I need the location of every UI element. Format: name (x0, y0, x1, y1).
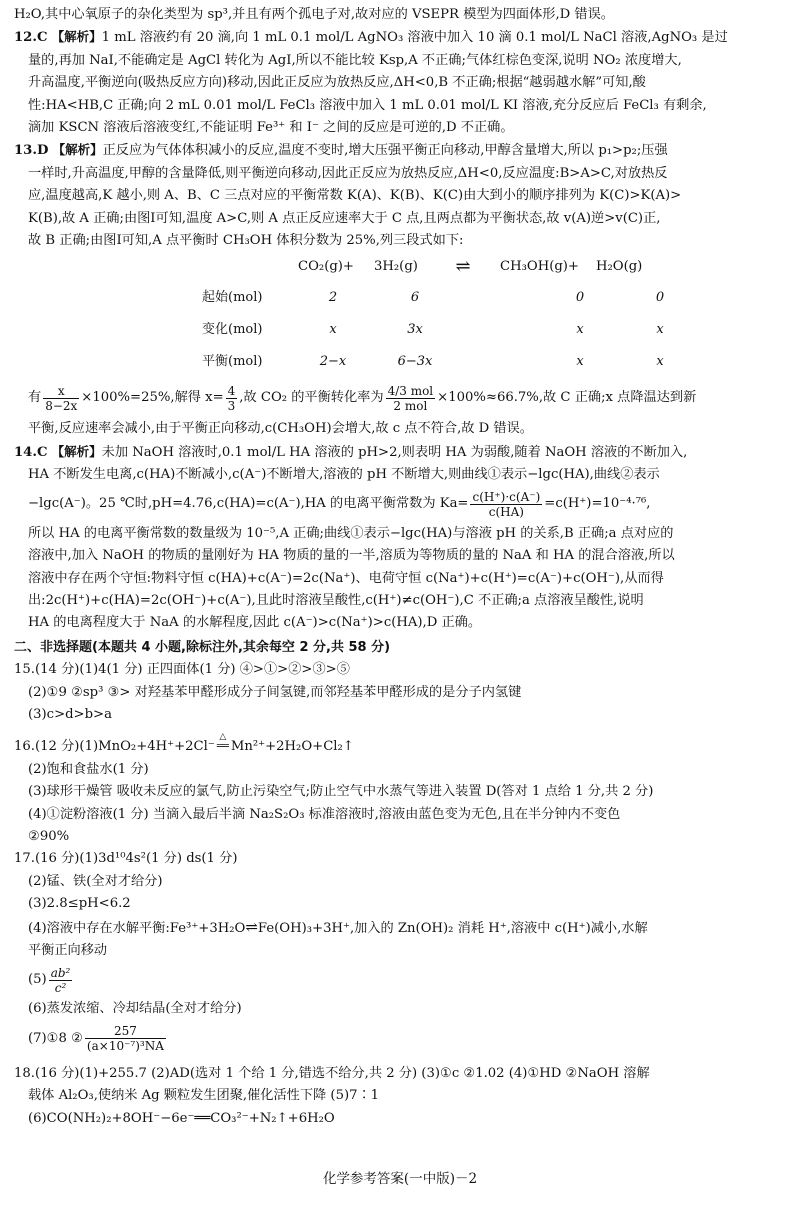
q16-line-1 (14, 732, 774, 758)
q17-line-1: 17.(16 分)(1)3d¹⁰4s²(1 分) ds(1 分) (14, 851, 238, 867)
section-2-heading: 二、非选择题(本题共 4 小题,除标注外,其余每空 2 分,共 58 分) (14, 639, 391, 655)
q17-line-5 (14, 962, 774, 998)
ice-cell (458, 282, 536, 314)
q15-line-3: (3)c>d>b>a (28, 706, 112, 722)
q12-tag: 【解析】 (51, 29, 102, 45)
q12-line-3: 升高温度,平衡逆向(吸热反应方向)移动,因此正反应为放热反应,ΔH<0,B 不正确;根据“越弱越水解”可知,酸 (28, 75, 646, 91)
q13-conclusion-1: ,解得 x= (170, 390, 224, 406)
ice-cell: 3x (407, 322, 423, 338)
q16-text-1a: 16.(12 分)(1)MnO₂+4H⁺+2Cl⁻ (14, 739, 215, 755)
fraction-x-over-8-2x: $\frac{x}{8-2x}$ (45, 383, 78, 413)
q12-line-5: 滴加 KSCN 溶液后溶液变红,不能证明 Fe³⁺ 和 I⁻ 之间的反应是可逆的,D 不正确。 (28, 120, 514, 136)
q14-tag: 【解析】 (51, 443, 102, 459)
ice-cell: 变化(mol) (202, 322, 263, 338)
fraction-ka: $\frac{c(H^+)\cdot c(A^-)}{c(HA)}$ (472, 490, 541, 520)
q14-line-2: HA 不断发生电离,c(HA)不断减小,c(A⁻)不断增大,溶液的 pH 不断增大,则曲线①表示−lgc(HA),曲线②表示 (28, 467, 660, 483)
ice-cell: x (656, 354, 664, 370)
eq-product-1: CH₃OH(g)+ (500, 259, 579, 275)
eq-product-2: H₂O(g) (596, 259, 643, 275)
q13-line-3: 应,温度越高,K 越小,则 A、B、C 三点对应的平衡常数 K(A)、K(B)、K(C)由大到小的顺序排列为 K(C)>K(A)> (28, 188, 682, 204)
q16-line-3: (3)球形干燥管 吸收未反应的氯气,防止污染空气;防止空气中水蒸气等进入装置 D(答对 1 点给 1 分,共 2 分) (28, 784, 654, 800)
text-you: 有 (28, 390, 42, 406)
ice-cell: 2−x (319, 354, 347, 370)
q13-line-6: 平衡,反应速率会减小,由于平衡正向移动,c(CH₃OH)会增大,故 c 点不符合,故 D 错误。 (28, 421, 533, 437)
ice-cell: 平衡(mol) (202, 354, 263, 370)
q13-conclusion-line (14, 378, 774, 418)
q14-text-3b: =c(H⁺)=10⁻⁴·⁷⁶, (544, 496, 651, 512)
line-0: H₂O,其中心氧原子的杂化类型为 sp³,并且有两个孤电子对,故对应的 VSEPR 模型为四面体形,D 错误。 (14, 7, 614, 22)
q16-line-5: ②90% (28, 828, 70, 844)
fraction-4-over-3: $\frac{4}{3}$ (227, 383, 236, 413)
q16-line-2: (2)饱和食盐水(1 分) (28, 761, 149, 777)
ice-row (202, 346, 696, 378)
q13-line-5: 故 B 正确;由图Ⅰ可知,A 点平衡时 CH₃OH 体积分数为 25%,列三段式如下: (28, 233, 464, 249)
q14-line-3 (14, 487, 774, 523)
q16-text-1b: Mn²⁺+2H₂O+Cl₂↑ (230, 739, 354, 755)
q13-line-4: K(B),故 A 正确;由图Ⅰ可知,温度 A>C,则 A 点正反应速率大于 C 点,且两点都为平衡状态,故 v(A)逆>v(C)正, (28, 210, 661, 226)
ice-cell: x (576, 354, 584, 370)
q12-line-4: 性:HA<HB,C 正确;向 2 mL 0.01 mol/L FeCl₃ 溶液中加入 1 mL 0.01 mol/L KI 溶液,充分反应后 FeCl₃ 有剩余, (28, 97, 707, 113)
ice-cell: 0 (575, 290, 585, 306)
q13-number: 13.D (14, 143, 49, 159)
q13-conclusion-3: ×100%≈66.7%,故 C 正确;x 点降温达到新 (437, 390, 697, 406)
q17-line-7 (14, 1021, 774, 1057)
ice-cell: x (576, 322, 584, 338)
q15-line-1: 15.(14 分)(1)4(1 分) 正四面体(1 分) ④>①>②>③>⑤ (14, 662, 350, 678)
page-footer: 化学参考答案(一中版)－2 (322, 1171, 478, 1187)
ice-cell: x (329, 322, 337, 338)
ice-cell: 6−3x (397, 354, 433, 370)
q18-line-2: 载体 Al₂O₃,使纳米 Ag 颗粒发生团聚,催化活性下降 (5)7∶1 (28, 1088, 380, 1104)
q17-line-4c: 平衡正向移动 (28, 943, 108, 958)
q14-text-3a: −lgc(A⁻)。25 ℃时,pH=4.76,c(HA)=c(A⁻),HA 的电离平衡常数为 Ka= (28, 496, 469, 512)
q14-line-5: 溶液中,加入 NaOH 的物质的量刚好为 HA 物质的量的一半,溶质为等物质的量的 NaA 和 HA 的混合溶液,所以 (28, 548, 675, 564)
q13-line-1 (14, 139, 774, 162)
ice-row (202, 282, 696, 314)
q12-text-1: 1 mL 溶液约有 20 滴,向 1 mL 0.1 mol/L AgNO₃ 溶液中加入 10 滴 0.1 mol/L NaCl 溶液,AgNO₃ 是过 (101, 30, 728, 46)
q17-text-4b: Fe(OH)₃+3H⁺,加入的 Zn(OH)₂ 消耗 H⁺,溶液中 c(H⁺)减小,水解 (257, 920, 648, 936)
q17-line-6: (6)蒸发浓缩、冷却结晶(全对才给分) (28, 1001, 242, 1017)
q12-line-1 (14, 26, 774, 49)
q14-text-1: 未加 NaOH 溶液时,0.1 mol/L HA 溶液的 pH>2,则表明 HA 为弱酸,随着 NaOH 溶液的不断加入, (101, 444, 688, 460)
q14-number: 14.C (14, 444, 48, 460)
q13-text-1: 正反应为气体体积减小的反应,温度不变时,增大压强平衡正向移动,甲醇含量增大,所以 p₁>p₂;压强 (102, 143, 668, 159)
q12-number: 12.C (14, 30, 48, 46)
q17-text-5: (5) (28, 972, 47, 988)
fraction-conversion: $\frac{\text{4/3 mol}}{\text{2 mol}}$ (387, 383, 434, 413)
q16-line-4: (4)①淀粉溶液(1 分) 当滴入最后半滴 Na₂S₂O₃ 标准溶液时,溶液由蓝色变为无色,且在半分钟内不变色 (28, 806, 621, 822)
q14-line-8: HA 的电离程度大于 NaA 的水解程度,因此 c(A⁻)>c(Na⁺)>c(HA),D 正确。 (28, 615, 482, 631)
q17-line-3: (3)2.8≤pH<6.2 (28, 896, 131, 912)
ice-cell: 2 (328, 290, 338, 306)
ice-row (202, 314, 696, 346)
q17-text-4a: (4)溶液中存在水解平衡:Fe³⁺+3H₂O (28, 920, 246, 936)
q13-conclusion-2: ,故 CO₂ 的平衡转化率为 (239, 390, 384, 406)
q14-line-1 (14, 441, 774, 464)
fraction-ab2-over-c2: $\frac{\text{ab²}}{\text{c²}}$ (50, 965, 71, 995)
q13-tag: 【解析】 (52, 142, 103, 158)
ice-cell: 6 (410, 290, 420, 306)
heat-symbol: △ (219, 732, 227, 743)
q12-line-2: 量的,再加 NaI,不能确定是 AgCl 转化为 AgI,所以不能比较 Ksp,A 不正确;气体红棕色变深,说明 NO₂ 浓度增大, (28, 52, 682, 68)
ice-cell (458, 346, 536, 378)
ice-table (202, 282, 696, 378)
equilibrium-arrow: ⇌ (245, 917, 258, 936)
q14-line-4: 所以 HA 的电离平衡常数的数量级为 10⁻⁵,A 正确;曲线①表示−lgc(HA)与溶液 pH 的关系,B 正确;a 点对应的 (28, 525, 674, 541)
q13-line-2: 一样时,升高温度,甲醇的含量降低,则平衡逆向移动,因此正反应为放热反应,ΔH<0,反应温度:B>A>C,对放热反 (28, 165, 668, 181)
eq-arrow: ⇌ (455, 256, 471, 278)
fraction-tail: ×100%=25% (81, 390, 171, 406)
heat-over-arrow: △ ══ (216, 732, 229, 753)
q17-text-7a: (7)①8 ② (28, 1030, 83, 1046)
q17-line-2: (2)锰、铁(全对才给分) (28, 873, 163, 889)
q14-line-7: 出:2c(H⁺)+c(HA)=2c(OH⁻)+c(A⁻),且此时溶液呈酸性,c(H⁺)≠c(OH⁻),C 不正确;a 点溶液呈酸性,说明 (28, 592, 644, 608)
q15-line-2: (2)①9 ②sp³ ③> 对羟基苯甲醛形成分子间氢键,而邻羟基苯甲醛形成的是分子内氢键 (28, 684, 522, 700)
q14-line-6: 溶液中存在两个守恒:物料守恒 c(HA)+c(A⁻)=2c(Na⁺)、电荷守恒 c(Na⁺)+c(H⁺)=c(A⁻)+c(OH⁻),从而得 (28, 570, 664, 586)
ice-cell (458, 314, 536, 346)
q18-line-3: (6)CO(NH₂)₂+8OH⁻−6e⁻══CO₃²⁻+N₂↑+6H₂O (28, 1110, 335, 1126)
q18-line-1: 18.(16 分)(1)+255.7 (2)AD(选对 1 个给 1 分,错选不给分,共 2 分) (3)①c ②1.02 (4)①HD ②NaOH 溶解 (14, 1065, 650, 1081)
q17-line-4 (14, 916, 774, 940)
ice-cell: 0 (655, 290, 665, 306)
ice-cell: 起始(mol) (202, 290, 263, 306)
ice-cell: x (656, 322, 664, 338)
eq-reactant-2: 3H₂(g) (374, 259, 418, 275)
fraction-density: $\frac{257}{\text{(a×10⁻⁷)³NA}}$ (86, 1024, 164, 1054)
eq-reactant-1: CO₂(g)+ (298, 259, 354, 275)
reaction-equation (14, 252, 774, 282)
